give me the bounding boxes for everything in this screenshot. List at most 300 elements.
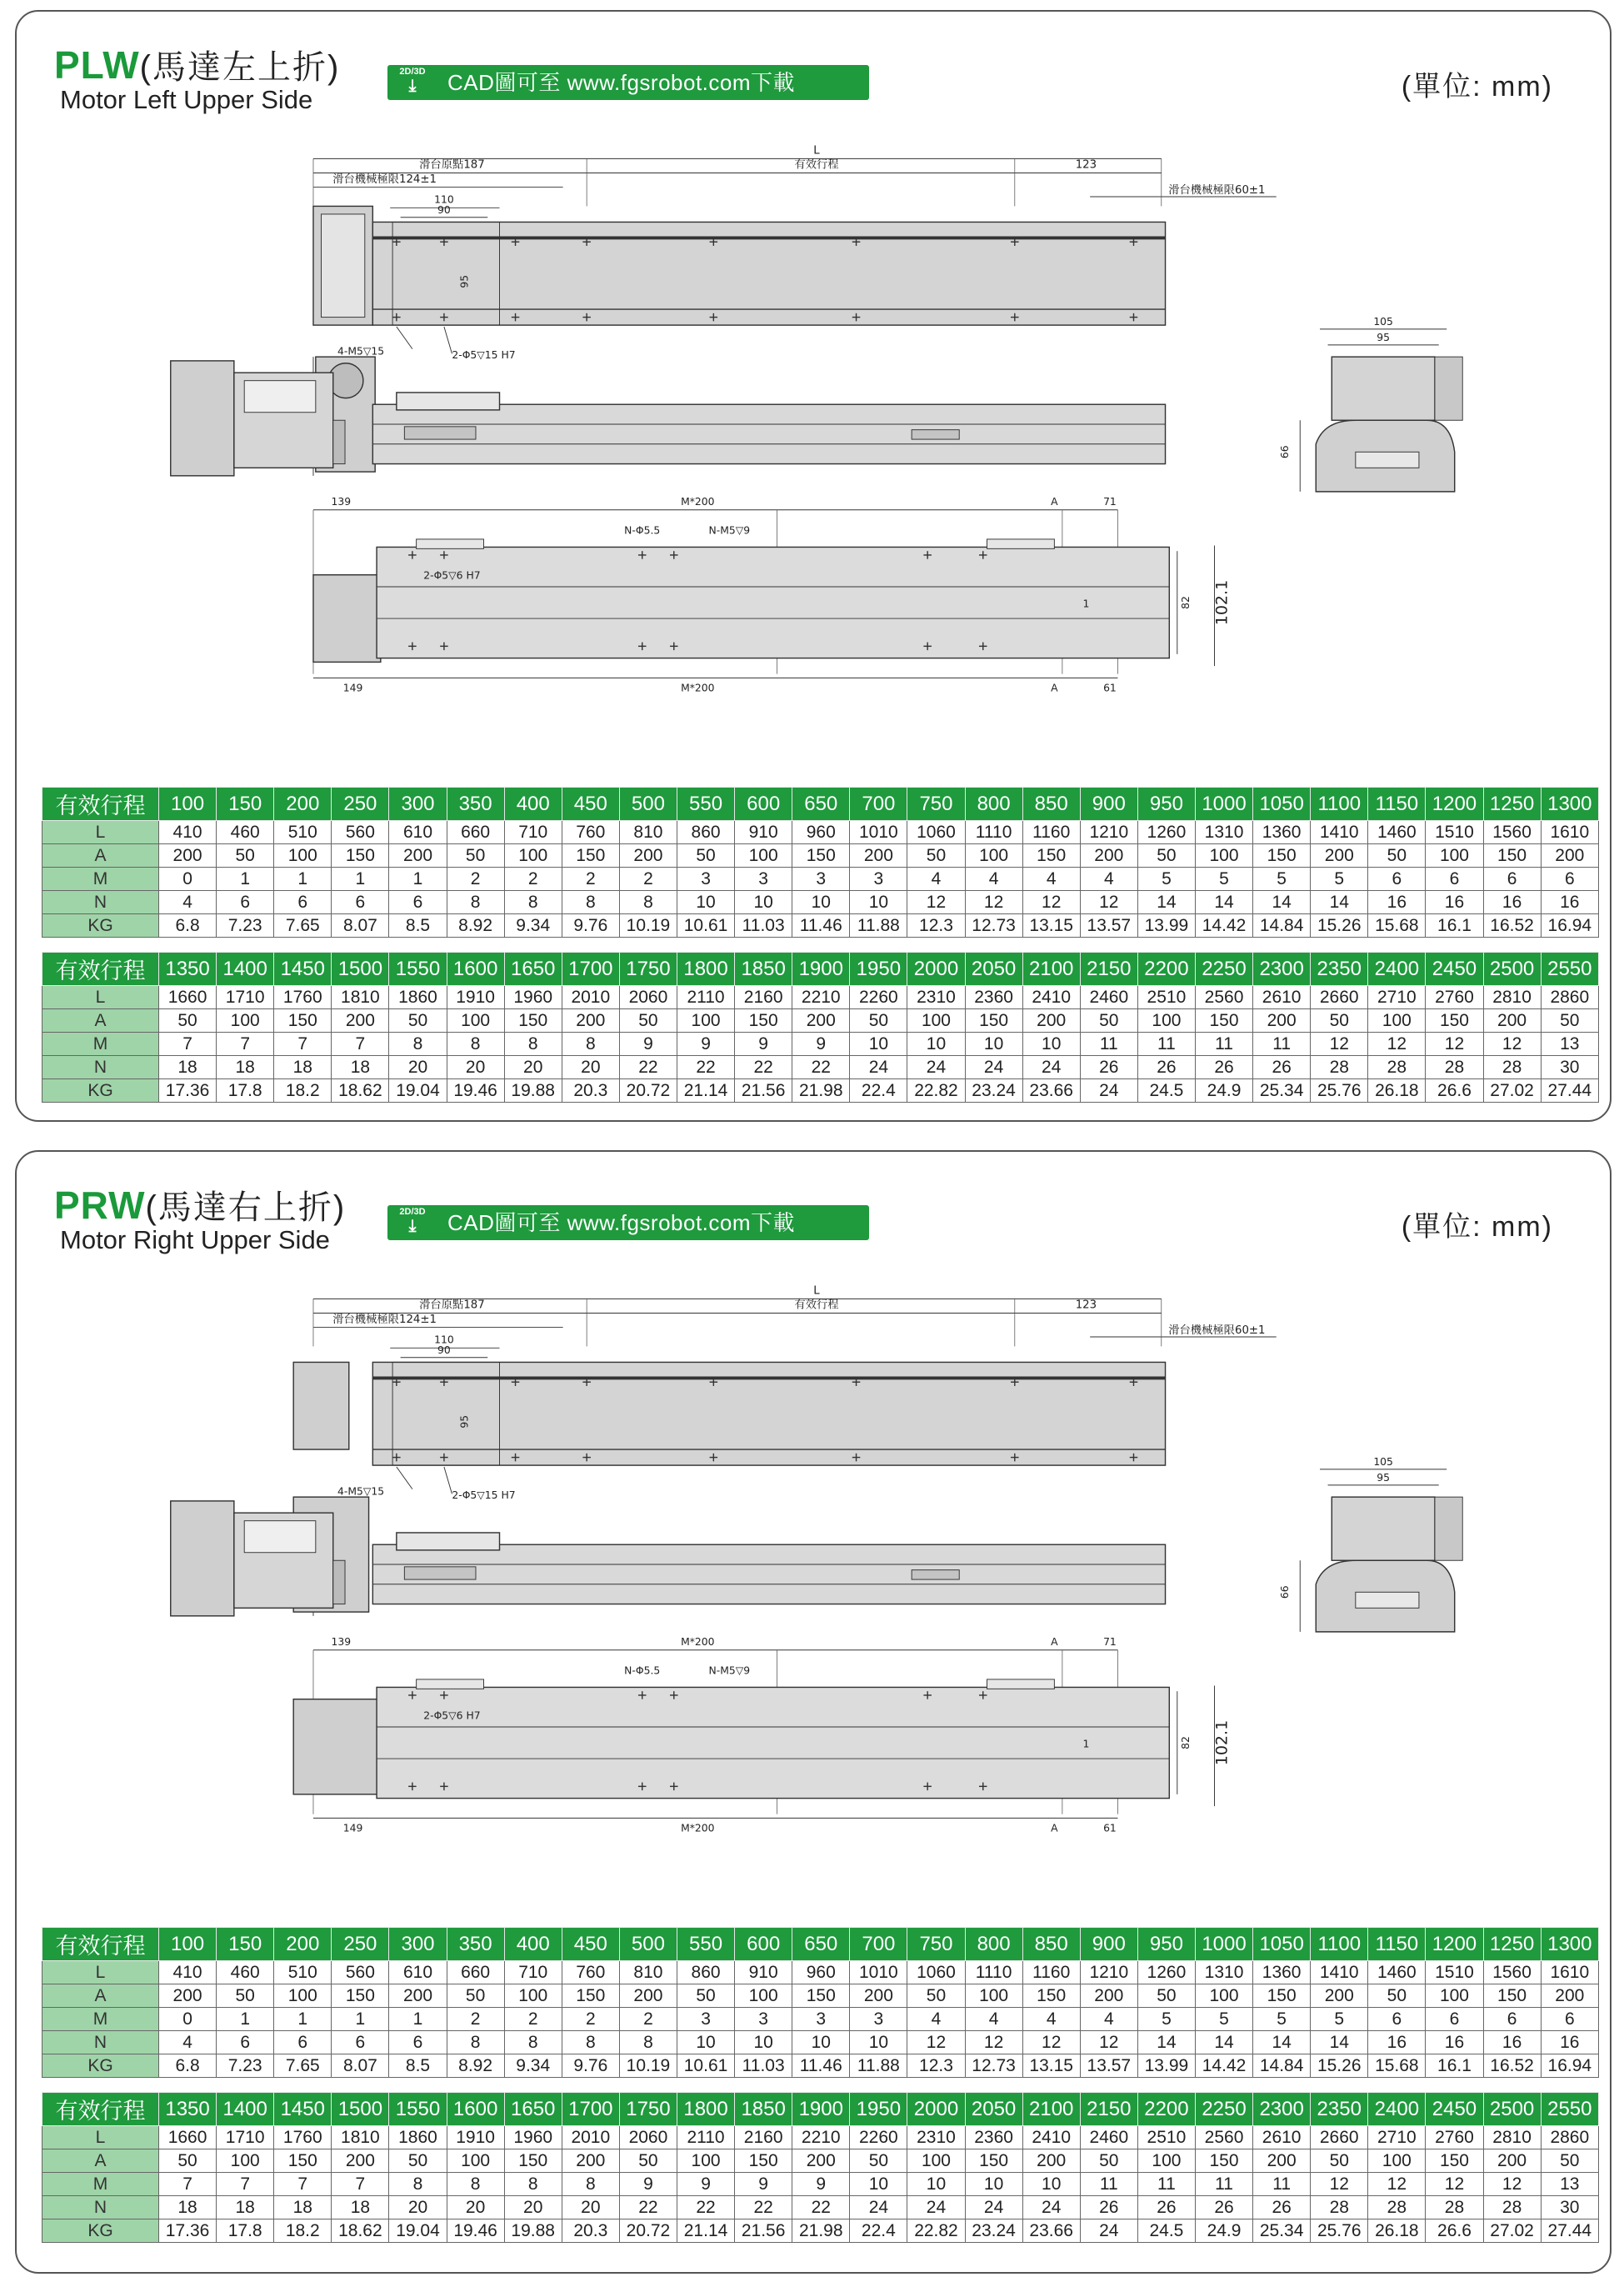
value-cell: 19.04 xyxy=(389,2219,447,2243)
dimension-line xyxy=(444,327,452,353)
value-cell: 27.02 xyxy=(1483,2219,1541,2243)
dimension-label-1021: 102.1 xyxy=(1212,1719,1232,1766)
stroke-cell: 250 xyxy=(332,788,389,821)
value-cell: 960 xyxy=(792,821,850,844)
value-cell: 8.5 xyxy=(389,914,447,938)
value-cell: 2010 xyxy=(562,2126,619,2149)
value-cell: 25.34 xyxy=(1253,1079,1311,1103)
value-cell: 24 xyxy=(1080,2219,1137,2243)
value-cell: 9.34 xyxy=(504,2054,562,2078)
value-cell: 13.99 xyxy=(1137,914,1195,938)
value-cell: 2110 xyxy=(677,2126,734,2149)
row-label: L xyxy=(42,2126,159,2149)
value-cell: 8 xyxy=(447,2173,504,2196)
dimension-label-holes2: 2-Φ5▽15 H7 xyxy=(452,349,516,362)
table-row xyxy=(42,1033,1599,1056)
value-cell: 1810 xyxy=(332,986,389,1009)
coupling xyxy=(404,1567,476,1579)
value-cell: 7.23 xyxy=(217,2054,274,2078)
coupling xyxy=(404,427,476,439)
table-row xyxy=(42,1009,1599,1033)
value-cell: 50 xyxy=(850,2149,907,2173)
value-cell: 24 xyxy=(1080,1079,1137,1103)
value-cell: 50 xyxy=(389,2149,447,2173)
stroke-cell: 900 xyxy=(1080,788,1137,821)
spec-table-block-1 xyxy=(42,1927,1599,2078)
value-cell: 760 xyxy=(562,1961,619,1984)
value-cell: 16.94 xyxy=(1541,2054,1598,2078)
value-cell: 9 xyxy=(792,2173,850,2196)
value-cell: 200 xyxy=(850,1984,907,2008)
row-label: N xyxy=(42,2196,159,2219)
value-cell: 20 xyxy=(504,1056,562,1079)
value-cell: 50 xyxy=(1080,2149,1137,2173)
value-cell: 8 xyxy=(504,1033,562,1056)
value-cell: 100 xyxy=(965,1984,1022,2008)
table-row xyxy=(42,2008,1599,2031)
model-code: PRW(馬達右上折) xyxy=(54,1184,347,1227)
stroke-cell: 1450 xyxy=(274,2093,332,2126)
value-cell: 2360 xyxy=(965,2126,1022,2149)
stroke-cell: 2050 xyxy=(965,2093,1022,2126)
value-cell: 200 xyxy=(1541,1984,1598,2008)
table-row xyxy=(42,868,1599,891)
value-cell: 150 xyxy=(1426,2149,1483,2173)
dimension-label-90: 90 xyxy=(437,203,451,216)
value-cell: 5 xyxy=(1311,2008,1368,2031)
value-cell: 50 xyxy=(619,2149,677,2173)
value-cell: 50 xyxy=(159,1009,217,1033)
stroke-cell: 1050 xyxy=(1253,1928,1311,1961)
value-cell: 100 xyxy=(1426,844,1483,868)
value-cell: 19.88 xyxy=(504,1079,562,1103)
stroke-cell: 150 xyxy=(217,1928,274,1961)
value-cell: 7 xyxy=(332,1033,389,1056)
value-cell: 150 xyxy=(1483,1984,1541,2008)
value-cell: 1510 xyxy=(1426,821,1483,844)
value-cell: 1910 xyxy=(447,986,504,1009)
motor-block xyxy=(293,1362,349,1449)
value-cell: 14 xyxy=(1253,2031,1311,2054)
value-cell: 6 xyxy=(274,2031,332,2054)
value-cell: 460 xyxy=(217,1961,274,1984)
stroke-cell: 400 xyxy=(504,1928,562,1961)
value-cell: 150 xyxy=(735,1009,792,1033)
value-cell: 1510 xyxy=(1426,1961,1483,1984)
value-cell: 100 xyxy=(217,1009,274,1033)
motor-detail xyxy=(321,214,364,318)
value-cell: 100 xyxy=(217,2149,274,2173)
value-cell: 6 xyxy=(389,2031,447,2054)
stroke-cell: 2400 xyxy=(1368,953,1426,986)
dimension-label-nm5: N-M5▽9 xyxy=(708,1664,751,1677)
table-row xyxy=(42,2054,1599,2078)
value-cell: 1 xyxy=(274,2008,332,2031)
value-cell: 12 xyxy=(907,2031,965,2054)
value-cell: 22 xyxy=(792,1056,850,1079)
table-row xyxy=(42,1961,1599,1984)
value-cell: 1160 xyxy=(1022,1961,1080,1984)
value-cell: 1660 xyxy=(159,986,217,1009)
value-cell: 8 xyxy=(447,2031,504,2054)
value-cell: 12.73 xyxy=(965,2054,1022,2078)
value-cell: 21.56 xyxy=(735,1079,792,1103)
value-cell: 18.62 xyxy=(332,1079,389,1103)
value-cell: 11 xyxy=(1195,2173,1252,2196)
dimension-label-66: 66 xyxy=(1278,445,1291,459)
value-cell: 560 xyxy=(332,821,389,844)
stroke-cell: 200 xyxy=(274,788,332,821)
dimension-label-origin: 滑台原點187 xyxy=(419,1299,485,1312)
value-cell: 50 xyxy=(907,1984,965,2008)
stroke-cell: 1000 xyxy=(1195,788,1252,821)
value-cell: 2310 xyxy=(907,2126,965,2149)
value-cell: 11 xyxy=(1137,1033,1195,1056)
dimension-label-limit124: 滑台機械極限124±1 xyxy=(332,173,437,186)
value-cell: 100 xyxy=(677,2149,734,2173)
value-cell: 510 xyxy=(274,1961,332,1984)
end-view-motor xyxy=(171,361,234,476)
value-cell: 1360 xyxy=(1253,821,1311,844)
spec-panel-prw xyxy=(15,1150,1612,2274)
dimension-label-stroke: 有效行程 xyxy=(794,1299,839,1312)
dimension-label-n55: N-Φ5.5 xyxy=(624,1664,661,1677)
value-cell: 2360 xyxy=(965,986,1022,1009)
row-label: A xyxy=(42,2149,159,2173)
value-cell: 8 xyxy=(447,891,504,914)
cad-download-banner[interactable] xyxy=(387,1205,869,1240)
value-cell: 10 xyxy=(1022,1033,1080,1056)
value-cell: 21.14 xyxy=(677,2219,734,2243)
value-cell: 100 xyxy=(274,844,332,868)
value-cell: 10.19 xyxy=(619,914,677,938)
value-cell: 14 xyxy=(1137,891,1195,914)
stroke-header-row xyxy=(42,953,1599,986)
value-cell: 17.8 xyxy=(217,1079,274,1103)
stroke-cell: 1250 xyxy=(1483,1928,1541,1961)
value-cell: 9 xyxy=(619,1033,677,1056)
table-row xyxy=(42,2196,1599,2219)
value-cell: 710 xyxy=(504,821,562,844)
value-cell: 3 xyxy=(792,2008,850,2031)
value-cell: 150 xyxy=(1253,1984,1311,2008)
value-cell: 12 xyxy=(1022,891,1080,914)
stroke-cell: 1650 xyxy=(504,2093,562,2126)
value-cell: 11 xyxy=(1137,2173,1195,2196)
stroke-cell: 1400 xyxy=(217,953,274,986)
value-cell: 50 xyxy=(1541,2149,1598,2173)
value-cell: 560 xyxy=(332,1961,389,1984)
row-label: A xyxy=(42,1984,159,2008)
value-cell: 11 xyxy=(1080,2173,1137,2196)
value-cell: 5 xyxy=(1253,868,1311,891)
value-cell: 11.88 xyxy=(850,914,907,938)
value-cell: 410 xyxy=(159,1961,217,1984)
row-label: M xyxy=(42,1033,159,1056)
stroke-cell: 2450 xyxy=(1426,2093,1483,2126)
stroke-cell: 300 xyxy=(389,788,447,821)
value-cell: 200 xyxy=(159,844,217,868)
value-cell: 100 xyxy=(504,844,562,868)
value-cell: 12 xyxy=(965,891,1022,914)
value-cell: 4 xyxy=(1022,2008,1080,2031)
value-cell: 16 xyxy=(1483,891,1541,914)
stroke-cell: 500 xyxy=(619,1928,677,1961)
value-cell: 14 xyxy=(1195,891,1252,914)
stroke-cell: 1950 xyxy=(850,2093,907,2126)
value-cell: 1060 xyxy=(907,821,965,844)
value-cell: 19.46 xyxy=(447,2219,504,2243)
value-cell: 16 xyxy=(1541,891,1598,914)
value-cell: 1410 xyxy=(1311,821,1368,844)
value-cell: 14.42 xyxy=(1195,914,1252,938)
value-cell: 760 xyxy=(562,821,619,844)
value-cell: 1 xyxy=(217,2008,274,2031)
stroke-cell: 1150 xyxy=(1368,788,1426,821)
value-cell: 18 xyxy=(159,2196,217,2219)
value-cell: 100 xyxy=(907,1009,965,1033)
carriage-bottom-view xyxy=(417,1679,484,1689)
value-cell: 1210 xyxy=(1080,821,1137,844)
carriage-side-view xyxy=(397,393,500,410)
table-row xyxy=(42,1056,1599,1079)
stroke-cell: 2550 xyxy=(1541,953,1598,986)
stroke-cell: 1650 xyxy=(504,953,562,986)
value-cell: 6 xyxy=(1483,2008,1541,2031)
value-cell: 1560 xyxy=(1483,1961,1541,1984)
value-cell: 2810 xyxy=(1483,2126,1541,2149)
value-cell: 11.03 xyxy=(735,2054,792,2078)
table-row xyxy=(42,821,1599,844)
stroke-cell: 450 xyxy=(562,1928,619,1961)
value-cell: 18 xyxy=(217,1056,274,1079)
stroke-cell: 700 xyxy=(850,1928,907,1961)
row-label: KG xyxy=(42,2219,159,2243)
value-cell: 13.57 xyxy=(1080,914,1137,938)
value-cell: 1 xyxy=(332,2008,389,2031)
dimension-label-A-bottom: A xyxy=(1051,1822,1058,1834)
dimension-label-limit60: 滑台機械極限60±1 xyxy=(1168,1324,1266,1338)
value-cell: 13 xyxy=(1541,1033,1598,1056)
value-cell: 50 xyxy=(1137,1984,1195,2008)
dimension-line xyxy=(397,327,412,349)
dimension-label-71: 71 xyxy=(1103,1636,1117,1649)
dimension-label-123: 123 xyxy=(1075,1299,1097,1312)
value-cell: 1260 xyxy=(1137,821,1195,844)
value-cell: 1960 xyxy=(504,986,562,1009)
value-cell: 5 xyxy=(1137,868,1195,891)
value-cell: 4 xyxy=(159,891,217,914)
value-cell: 50 xyxy=(677,1984,734,2008)
stroke-cell: 2200 xyxy=(1137,2093,1195,2126)
value-cell: 150 xyxy=(504,2149,562,2173)
value-cell: 28 xyxy=(1368,1056,1426,1079)
value-cell: 710 xyxy=(504,1961,562,1984)
value-cell: 17.36 xyxy=(159,1079,217,1103)
value-cell: 10 xyxy=(850,2031,907,2054)
value-cell: 20 xyxy=(447,1056,504,1079)
value-cell: 25.34 xyxy=(1253,2219,1311,2243)
value-cell: 1010 xyxy=(850,821,907,844)
value-cell: 16.1 xyxy=(1426,2054,1483,2078)
stroke-cell: 2100 xyxy=(1022,2093,1080,2126)
stroke-cell: 600 xyxy=(735,788,792,821)
value-cell: 10 xyxy=(850,2173,907,2196)
value-cell: 460 xyxy=(217,821,274,844)
value-cell: 16 xyxy=(1368,2031,1426,2054)
value-cell: 6 xyxy=(1483,868,1541,891)
value-cell: 15.26 xyxy=(1311,2054,1368,2078)
value-cell: 4 xyxy=(1022,868,1080,891)
value-cell: 2260 xyxy=(850,2126,907,2149)
value-cell: 50 xyxy=(1368,1984,1426,2008)
value-cell: 20 xyxy=(562,1056,619,1079)
value-cell: 16.1 xyxy=(1426,914,1483,938)
stroke-cell: 2200 xyxy=(1137,953,1195,986)
spec-table-block-2 xyxy=(42,952,1599,1103)
value-cell: 10.61 xyxy=(677,2054,734,2078)
stroke-cell: 1550 xyxy=(389,953,447,986)
unit-label: (單位: mm) xyxy=(1401,1211,1553,1243)
value-cell: 860 xyxy=(677,821,734,844)
dimension-label-123: 123 xyxy=(1075,158,1097,172)
value-cell: 150 xyxy=(1253,844,1311,868)
sensor-block xyxy=(912,1570,959,1579)
dimension-label-105: 105 xyxy=(1373,316,1393,328)
value-cell: 9 xyxy=(792,1033,850,1056)
value-cell: 16 xyxy=(1368,891,1426,914)
value-cell: 22 xyxy=(677,2196,734,2219)
value-cell: 15.26 xyxy=(1311,914,1368,938)
stroke-cell: 2300 xyxy=(1253,2093,1311,2126)
value-cell: 12 xyxy=(1426,1033,1483,1056)
stroke-cell: 2250 xyxy=(1195,953,1252,986)
value-cell: 12.3 xyxy=(907,2054,965,2078)
value-cell: 100 xyxy=(1368,1009,1426,1033)
value-cell: 2210 xyxy=(792,2126,850,2149)
value-cell: 12 xyxy=(1080,891,1137,914)
value-cell: 16 xyxy=(1541,2031,1598,2054)
value-cell: 0 xyxy=(159,2008,217,2031)
value-cell: 2710 xyxy=(1368,2126,1426,2149)
value-cell: 2110 xyxy=(677,986,734,1009)
value-cell: 6 xyxy=(1426,2008,1483,2031)
value-cell: 4 xyxy=(159,2031,217,2054)
value-cell: 100 xyxy=(447,1009,504,1033)
stroke-cell: 1550 xyxy=(389,2093,447,2126)
stroke-cell: 250 xyxy=(332,1928,389,1961)
value-cell: 24 xyxy=(1022,2196,1080,2219)
value-cell: 8 xyxy=(389,1033,447,1056)
value-cell: 6 xyxy=(1541,2008,1598,2031)
row-label: 有效行程 xyxy=(42,2093,159,2126)
dimension-label-149: 149 xyxy=(342,682,363,694)
value-cell: 21.98 xyxy=(792,2219,850,2243)
end-view-window xyxy=(244,381,316,413)
dimension-label-limit60: 滑台機械極限60±1 xyxy=(1168,184,1266,198)
row-label: N xyxy=(42,891,159,914)
dimension-label-A-bottom: A xyxy=(1051,682,1058,694)
table-row xyxy=(42,1984,1599,2008)
value-cell: 1660 xyxy=(159,2126,217,2149)
value-cell: 6 xyxy=(274,891,332,914)
row-label: A xyxy=(42,844,159,868)
value-cell: 21.56 xyxy=(735,2219,792,2243)
stroke-cell: 2300 xyxy=(1253,953,1311,986)
value-cell: 13.99 xyxy=(1137,2054,1195,2078)
value-cell: 9.34 xyxy=(504,914,562,938)
stroke-cell: 1500 xyxy=(332,2093,389,2126)
stroke-header-row xyxy=(42,788,1599,821)
stroke-cell: 800 xyxy=(965,1928,1022,1961)
value-cell: 8 xyxy=(504,2031,562,2054)
value-cell: 11 xyxy=(1080,1033,1137,1056)
value-cell: 100 xyxy=(274,1984,332,2008)
stroke-cell: 1100 xyxy=(1311,1928,1368,1961)
value-cell: 12 xyxy=(1311,1033,1368,1056)
value-cell: 200 xyxy=(389,844,447,868)
value-cell: 9 xyxy=(735,1033,792,1056)
cad-download-banner[interactable] xyxy=(387,65,869,100)
value-cell: 6 xyxy=(389,891,447,914)
value-cell: 960 xyxy=(792,1961,850,1984)
stroke-cell: 1400 xyxy=(217,2093,274,2126)
stroke-cell: 650 xyxy=(792,788,850,821)
value-cell: 5 xyxy=(1195,2008,1252,2031)
value-cell: 1310 xyxy=(1195,821,1252,844)
value-cell: 200 xyxy=(332,2149,389,2173)
stroke-cell: 1150 xyxy=(1368,1928,1426,1961)
value-cell: 8 xyxy=(619,891,677,914)
row-label: 有效行程 xyxy=(42,1928,159,1961)
value-cell: 18 xyxy=(274,1056,332,1079)
stroke-cell: 350 xyxy=(447,1928,504,1961)
value-cell: 1860 xyxy=(389,986,447,1009)
value-cell: 22 xyxy=(619,1056,677,1079)
value-cell: 7 xyxy=(159,1033,217,1056)
dimension-label-holes2: 2-Φ5▽15 H7 xyxy=(452,1489,516,1502)
row-label: L xyxy=(42,821,159,844)
spec-table-block-1 xyxy=(42,787,1599,938)
value-cell: 26 xyxy=(1195,2196,1252,2219)
value-cell: 20.72 xyxy=(619,2219,677,2243)
stroke-cell: 850 xyxy=(1022,1928,1080,1961)
dimension-label-nm5: N-M5▽9 xyxy=(708,524,751,537)
value-cell: 50 xyxy=(389,1009,447,1033)
value-cell: 9 xyxy=(735,2173,792,2196)
value-cell: 12 xyxy=(965,2031,1022,2054)
value-cell: 1210 xyxy=(1080,1961,1137,1984)
value-cell: 24 xyxy=(850,2196,907,2219)
stroke-cell: 150 xyxy=(217,788,274,821)
stroke-cell: 950 xyxy=(1137,788,1195,821)
value-cell: 14 xyxy=(1137,2031,1195,2054)
stroke-cell: 300 xyxy=(389,1928,447,1961)
stroke-cell: 450 xyxy=(562,788,619,821)
value-cell: 11 xyxy=(1253,1033,1311,1056)
value-cell: 12 xyxy=(1483,1033,1541,1056)
stroke-cell: 2100 xyxy=(1022,953,1080,986)
value-cell: 20 xyxy=(389,2196,447,2219)
stroke-cell: 2500 xyxy=(1483,953,1541,986)
end-view-carriage xyxy=(1356,1592,1419,1608)
value-cell: 20 xyxy=(562,2196,619,2219)
value-cell: 1 xyxy=(332,868,389,891)
value-cell: 6 xyxy=(1541,868,1598,891)
value-cell: 26 xyxy=(1137,2196,1195,2219)
value-cell: 910 xyxy=(735,1961,792,1984)
value-cell: 1910 xyxy=(447,2126,504,2149)
